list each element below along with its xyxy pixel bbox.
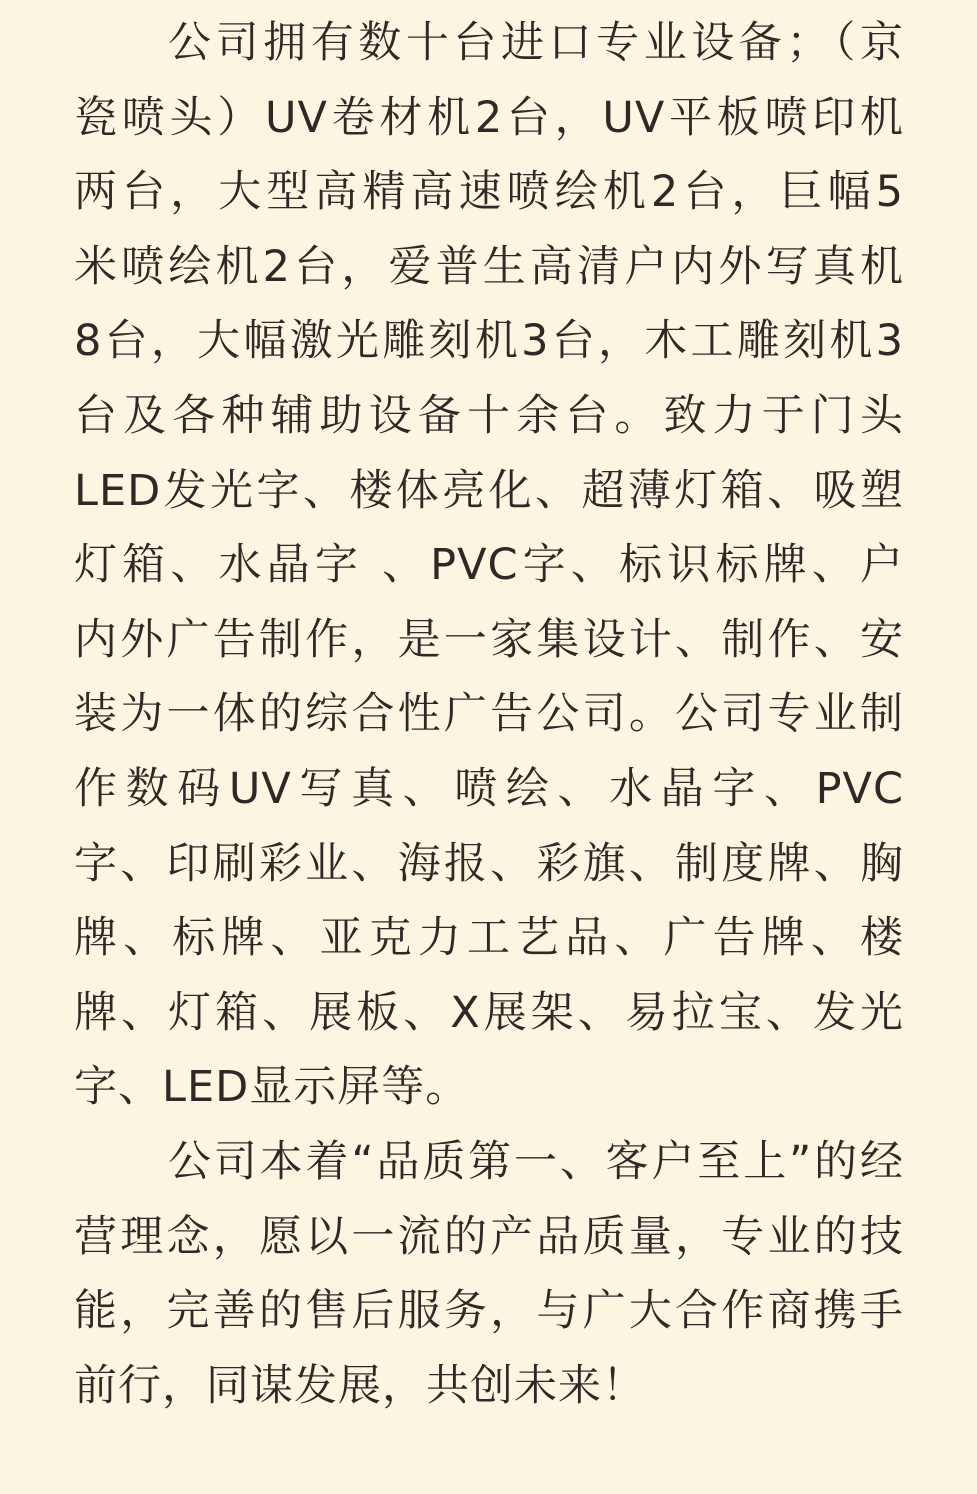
text-line: 牌、标牌、亚克力工艺品、广告牌、楼 <box>74 913 904 964</box>
article-body <box>74 6 904 1423</box>
text-line: 公司本着“品质第一、客户至上”的经 <box>168 1136 904 1187</box>
text-line: 米喷绘机2台，爱普生高清户内外写真机 <box>74 241 904 292</box>
text-line: 字、印刷彩业、海报、彩旗、制度牌、胸 <box>74 838 904 889</box>
text-line: 公司拥有数十台进口专业设备；（京 <box>168 18 904 68</box>
text-line: 字、LED显示屏等。 <box>74 1062 470 1113</box>
text-line: 灯箱、水晶字 、PVC字、标识标牌、户 <box>74 540 904 591</box>
text-line: 营理念，愿以一流的产品质量，专业的技 <box>74 1211 904 1262</box>
text-line: 两台，大型高精高速喷绘机2台，巨幅5 <box>74 167 904 218</box>
text-line: 8台，大幅激光雕刻机3台，木工雕刻机3 <box>74 316 904 367</box>
text-line: LED发光字、楼体亮化、超薄灯箱、吸塑 <box>74 465 904 516</box>
paragraph-equipment <box>74 6 904 1125</box>
text-line: 瓷喷头）UV卷材机2台，UV平板喷印机 <box>74 92 904 143</box>
text-line: 台及各种辅助设备十余台。致力于门头 <box>74 390 904 441</box>
text-line: 前行，同谋发展，共创未来！ <box>74 1360 646 1411</box>
paragraph-philosophy <box>74 1125 904 1423</box>
text-line: 能，完善的售后服务，与广大合作商携手 <box>74 1286 904 1337</box>
text-line: 装为一体的综合性广告公司。公司专业制 <box>74 689 904 740</box>
text-line: 作数码UV写真、喷绘、水晶字、PVC <box>74 763 904 814</box>
text-line: 内外广告制作，是一家集设计、制作、安 <box>74 614 904 665</box>
text-line: 牌、灯箱、展板、X展架、易拉宝、发光 <box>74 987 904 1038</box>
